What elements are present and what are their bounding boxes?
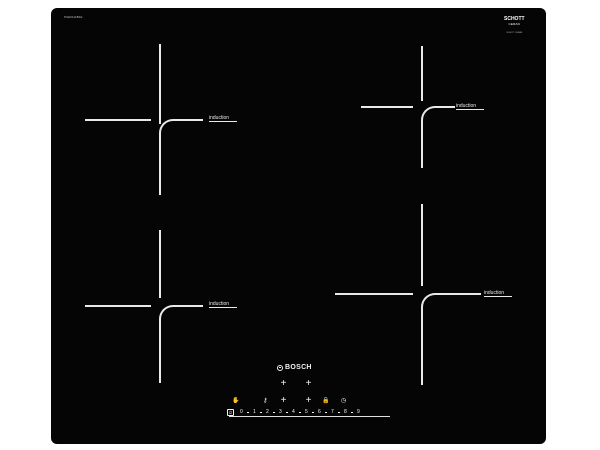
zone-marker-corner xyxy=(159,305,203,383)
level-separator xyxy=(260,412,262,413)
zone-marker-horizontal-left xyxy=(335,293,413,295)
zone-marker-corner xyxy=(421,106,455,168)
level-1[interactable]: 1 xyxy=(253,409,256,415)
level-2[interactable]: 2 xyxy=(266,409,269,415)
brand-name: BOSCH xyxy=(285,364,312,371)
level-separator xyxy=(351,412,353,413)
brand-logo xyxy=(277,364,312,371)
level-8[interactable]: 8 xyxy=(344,409,347,415)
level-separator xyxy=(299,412,301,413)
level-3[interactable]: 3 xyxy=(279,409,282,415)
level-0[interactable]: 0 xyxy=(240,409,243,415)
level-separator xyxy=(286,412,288,413)
zone-label: induction xyxy=(209,115,237,122)
level-separator xyxy=(273,412,275,413)
level-6[interactable]: 6 xyxy=(318,409,321,415)
level-7[interactable]: 7 xyxy=(331,409,334,415)
zone-marker-vertical-top xyxy=(159,230,161,298)
level-4[interactable]: 4 xyxy=(292,409,295,415)
timer-icon[interactable]: ◷ xyxy=(341,398,347,404)
model-number: PUE611FB1E xyxy=(64,15,83,19)
glass-note: SCHOTT CERAN xyxy=(506,32,523,34)
zone-marker-horizontal-left xyxy=(361,106,413,108)
lock-icon[interactable]: 🔒 xyxy=(322,398,330,404)
select-zone-bottom-right-button[interactable]: + xyxy=(305,395,312,406)
zone-label: induction xyxy=(209,301,237,308)
zone-label: induction xyxy=(456,103,484,110)
level-separator xyxy=(247,412,249,413)
wipe-protection-icon[interactable]: ✋ xyxy=(232,398,240,404)
zone-marker-horizontal-left xyxy=(85,305,151,307)
induction-hob-surface xyxy=(51,8,546,444)
select-zone-bottom-left-button[interactable]: + xyxy=(280,395,287,406)
child-lock-key-icon[interactable]: ⚷ xyxy=(263,398,268,404)
level-separator xyxy=(325,412,327,413)
zone-marker-horizontal-left xyxy=(85,119,151,121)
zone-label: induction xyxy=(484,290,512,297)
slider-track[interactable] xyxy=(229,416,390,417)
zone-marker-corner xyxy=(159,119,203,195)
level-9[interactable]: 9 xyxy=(357,409,360,415)
level-separator xyxy=(312,412,314,413)
glass-line: CERAN xyxy=(508,22,521,26)
power-button[interactable]: ⏻ xyxy=(228,410,233,415)
select-zone-top-right-button[interactable]: + xyxy=(305,378,312,389)
level-5[interactable]: 5 xyxy=(305,409,308,415)
zone-marker-vertical-top xyxy=(421,46,423,101)
select-zone-top-left-button[interactable]: + xyxy=(280,378,287,389)
zone-marker-corner xyxy=(421,293,481,385)
schott-ceran-mark xyxy=(504,17,525,36)
power-level-slider[interactable] xyxy=(227,409,392,418)
zone-marker-vertical-top xyxy=(159,44,161,124)
level-separator xyxy=(338,412,340,413)
glass-brand: SCHOTT xyxy=(504,16,525,22)
bosch-armature-icon xyxy=(277,365,283,371)
zone-marker-vertical-top xyxy=(421,204,423,286)
